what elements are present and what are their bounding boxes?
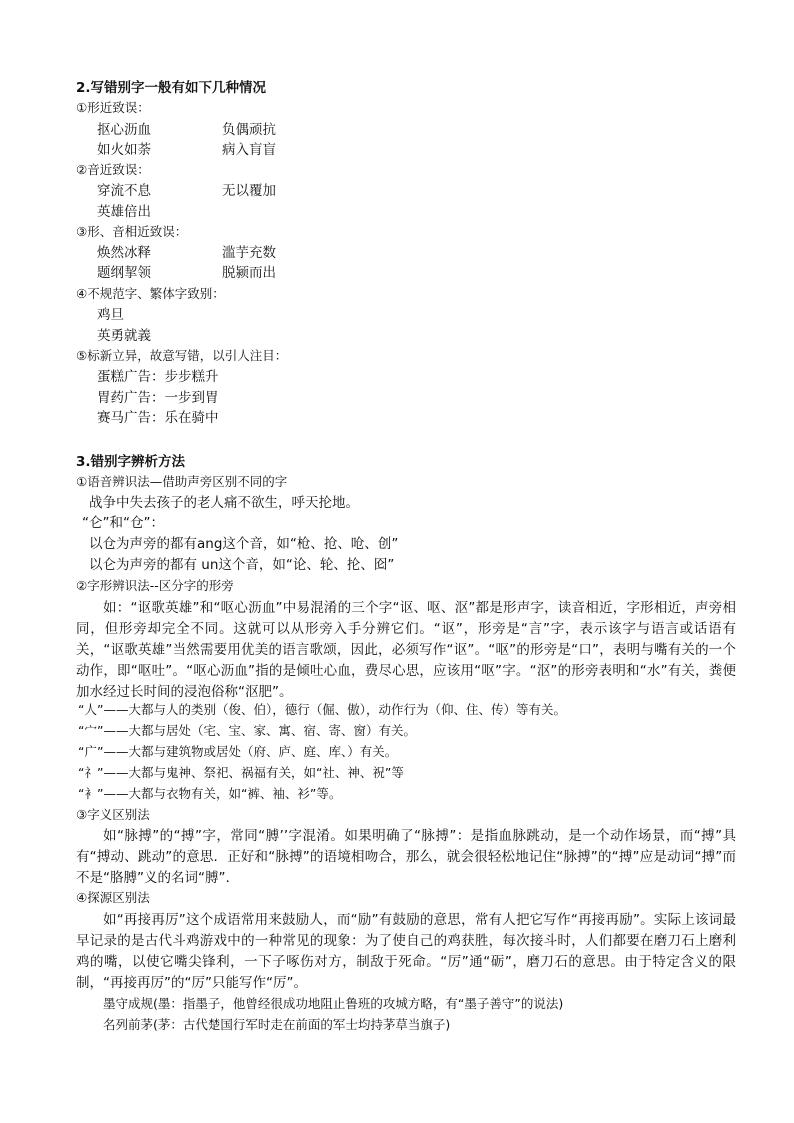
method-4-label: ④探源区别法: [76, 890, 150, 905]
example-text: 题纲挈领: [97, 265, 151, 281]
category-2-label: ②音近致误：: [76, 162, 150, 177]
example-text: 焕然冰释: [97, 245, 151, 261]
example-text: 赛马广告：乐在骑中: [97, 410, 219, 426]
example-text: 抠心沥血: [97, 122, 151, 138]
method-3-paragraph: 如“脉搏”的“搏”字，常同“膊’’字混淆。如果明确了“脉搏”：是指血脉跳动，是一个动作场景，而“搏”具有“搏动、跳动”的意思．正好和“脉搏”的语境相吻合，那么，就会很轻松地记住“脉搏”的“搏”应是动词“搏”而不是“胳膊”义的名词“膊”.: [76, 828, 736, 886]
category-4-label: ④不规范字、繁体字致别：: [76, 286, 225, 301]
example-text: 英勇就義: [97, 328, 151, 344]
section-3-title: 3.错别字辨析方法: [76, 454, 186, 470]
section-2-title: 2.写错别字一般有如下几种情况: [76, 80, 267, 96]
example-text: 无以覆加: [222, 183, 276, 199]
category-5-label: ⑤标新立异，故意写错，以引人注目：: [76, 348, 288, 363]
example-text: 如火如荼: [97, 142, 151, 158]
radical-rule: “宀”——大都与居处（宅、宝、家、寓、宿、寄、窗）有关。: [78, 723, 416, 738]
explanation-line: 以仑为声旁的都有 un这个音，如“论、轮、抡、囵”: [89, 557, 395, 573]
example-text: 负偶顽抗: [222, 122, 276, 138]
example-sentence: 战争中失去孩子的老人痛不欲生，呼天抡地。: [89, 495, 359, 511]
example-text: 脱颍而出: [222, 265, 276, 281]
radical-rule: “衤”——大都与衣物有关，如“裤、袖、衫”等。: [78, 786, 342, 801]
idiom-example: 墨守成规(墨：指墨子，他曾经很成功地阻止鲁班的攻城方略，有“墨子善守”的说法): [103, 996, 564, 1011]
example-text: 病入肓盲: [222, 142, 276, 158]
method-4-paragraph: 如“再接再厉”这个成语常用来鼓励人，而“励”有鼓励的意思，常有人把它写作“再接再励”。实际上该词最早记录的是古代斗鸡游戏中的一种常见的现象：为了使自己的鸡获胜，每次接斗时，人们都要在磨刀石上磨利鸡的嘴，以使它嘴尖锋利，一下子啄伤对方，制敌于死命。“厉”通“砺”，磨刀石的意思。由于特定含义的限制，“再接再厉”的“厉”只能写作“厉”。: [76, 912, 736, 991]
category-3-label: ③形、音相近致误：: [76, 224, 188, 239]
example-text: 鸡旦: [97, 307, 124, 323]
char-pair: “仑”和“仓”：: [82, 515, 164, 531]
category-1-label: ①形近致误：: [76, 100, 150, 115]
example-text: 胃药广告：一步到胃: [97, 390, 219, 406]
idiom-example: 名列前茅(茅：古代楚国行军时走在前面的军士均持茅草当旗子): [103, 1017, 451, 1032]
example-text: 穿流不息: [97, 183, 151, 199]
radical-rule: “广”——大都与建筑物或居处（府、庐、庭、库、）有关。: [78, 744, 398, 759]
example-text: 蛋糕广告：步步糕升: [97, 369, 219, 385]
example-text: 滥芋充数: [222, 245, 276, 261]
method-1-label: ①语音辨识法—借助声旁区别不同的字: [76, 474, 288, 489]
radical-rule: “人”——大都与人的类别（俊、伯），德行（倔、傲），动作行为（仰、住、传）等有关。: [78, 702, 566, 717]
explanation-line: 以仓为声旁的都有ang这个音，如“枪、抢、呛、创”: [89, 536, 399, 552]
example-text: 英雄倍出: [97, 204, 151, 220]
method-2-label: ②字形辨识法--区分字的形旁: [76, 578, 234, 593]
radical-rule: “礻”——大都与鬼神、祭祀、祸福有关，如“社、神、祝”等: [78, 765, 404, 780]
method-2-paragraph: 如：“讴歌英雄”和“呕心沥血”中易混淆的三个字“讴、呕、沤”都是形声字，读音相近，字形相近，声旁相同，但形旁却完全不同。这就可以从形旁入手分辨它们。“讴”，形旁是“言”字，表示该字与语言或话语有关，“讴歌英雄”当然需要用优美的语言歌颂，因此，必须写作“讴”。“呕”的形旁是“口”，表明与嘴有关的一个动作，即“呕吐”。“呕心沥血”指的是倾吐心血，费尽心思，应该用“呕”字。“沤”的形旁表明和“水”有关，粪便加水经过长时间的浸泡俗称“沤肥”。: [76, 600, 736, 700]
method-3-label: ③字义区别法: [76, 807, 150, 822]
